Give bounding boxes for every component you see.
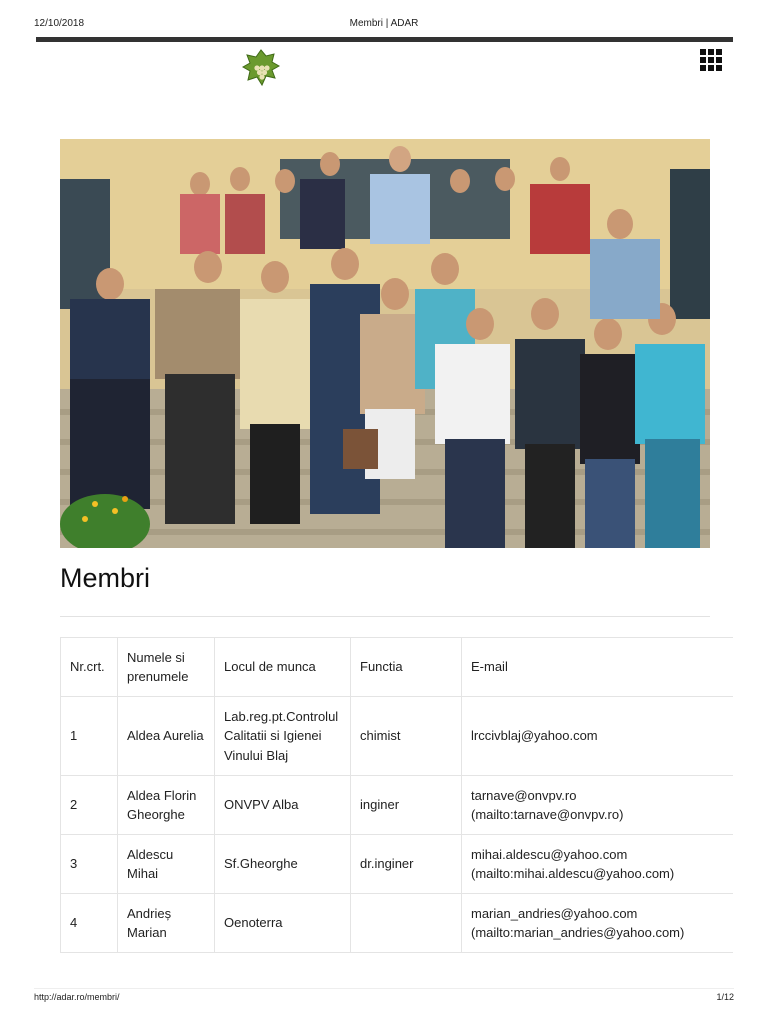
header-name: Numele si prenumele: [118, 638, 215, 697]
cell-nr: 1: [61, 697, 118, 776]
page-title: Membri: [60, 563, 151, 593]
table-header-row: [61, 638, 734, 697]
cell-workplace: Oenoterra: [215, 894, 351, 953]
group-photo: [60, 139, 710, 548]
grape-leaf-logo-icon[interactable]: [242, 48, 280, 88]
print-url: http://adar.ro/membri/: [34, 992, 120, 1002]
cell-email: [462, 894, 734, 953]
cell-function: chimist: [351, 697, 462, 776]
cell-email: [462, 776, 734, 835]
cell-name: Aldea Aurelia: [118, 697, 215, 776]
cell-name: Aldescu Mihai: [118, 835, 215, 894]
cell-nr: 3: [61, 835, 118, 894]
email-link[interactable]: mihai.aldescu@yahoo.com (mailto:mihai.aldescu@yahoo.com): [471, 846, 675, 881]
cell-email: [462, 697, 734, 776]
apps-grid-icon[interactable]: [700, 49, 722, 71]
cell-email: [462, 835, 734, 894]
email-link[interactable]: lrccivblaj@yahoo.com: [471, 728, 598, 744]
footer-divider: [34, 988, 734, 989]
header-function: Functia: [351, 638, 462, 697]
title-divider: [60, 616, 710, 617]
header-email: E-mail: [462, 638, 734, 697]
cell-function: inginer: [351, 776, 462, 835]
print-footer: [34, 992, 734, 1006]
email-link[interactable]: marian_andries@yahoo.com (mailto:marian_andries@yahoo.com): [471, 905, 685, 940]
email-link[interactable]: tarnave@onvpv.ro (mailto:tarnave@onvpv.ro): [471, 787, 624, 822]
cell-workplace: ONVPV Alba: [215, 776, 351, 835]
page-number: 1/12: [716, 992, 734, 1002]
print-page-title: Membri | ADAR: [349, 18, 419, 29]
cell-workplace: Sf.Gheorghe: [215, 835, 351, 894]
cell-function: dr.inginer: [351, 835, 462, 894]
table-row: [61, 894, 734, 953]
header-nr: Nr.crt.: [61, 638, 118, 697]
print-date: 12/10/2018: [34, 18, 85, 29]
cell-nr: 2: [61, 776, 118, 835]
cell-name: Andrieș Marian: [118, 894, 215, 953]
site-header-bar: [36, 37, 733, 42]
table-row: [61, 776, 734, 835]
print-header: [34, 18, 734, 32]
cell-nr: 4: [61, 894, 118, 953]
cell-function: [351, 894, 462, 953]
cell-name: Aldea Florin Gheorghe: [118, 776, 215, 835]
table-row: [61, 835, 734, 894]
header-workplace: Locul de munca: [215, 638, 351, 697]
cell-workplace: Lab.reg.pt.Controlul Calitatii si Igienei Vinului Blaj: [215, 697, 351, 776]
members-table: [60, 637, 733, 953]
table-row: [61, 697, 734, 776]
